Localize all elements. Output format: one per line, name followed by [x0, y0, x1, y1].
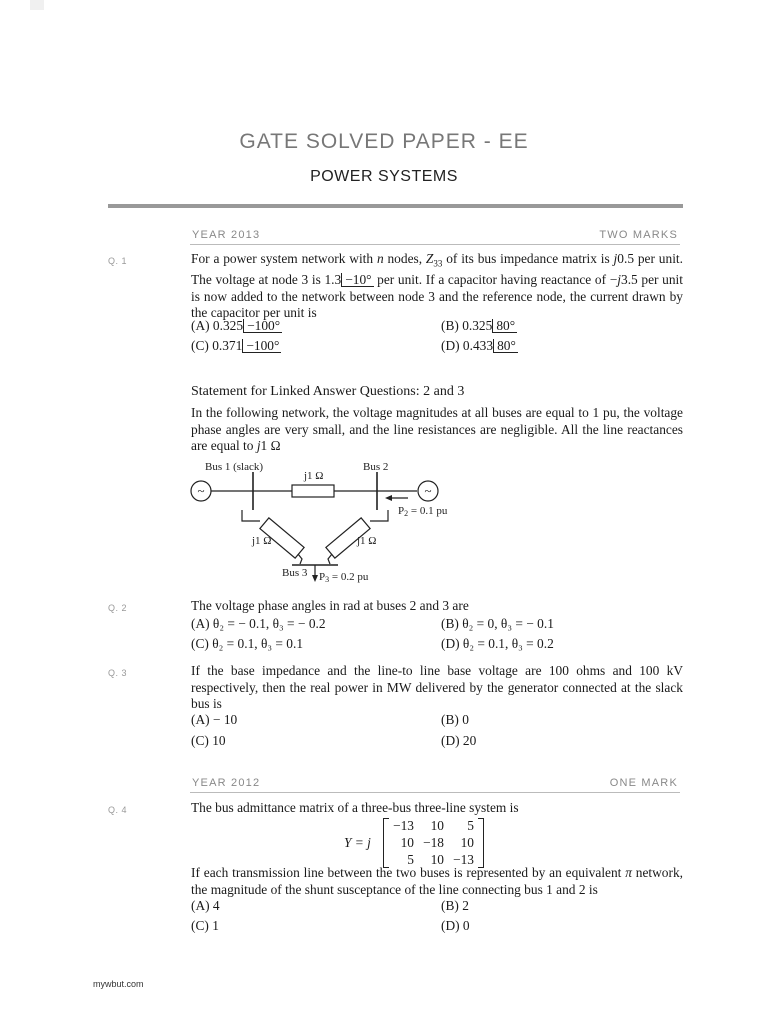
page-title: GATE SOLVED PAPER - EE: [239, 130, 529, 153]
network-diagram: [180, 458, 470, 588]
option-a[interactable]: (A) 0.325 −100°: [191, 318, 281, 333]
question-number-4: Q. 4: [108, 805, 128, 815]
bus-2-label: Bus 2: [363, 461, 389, 473]
line-12-impedance: [292, 485, 334, 497]
question-4-text: The bus admittance matrix of a three-bus three-line system is: [191, 800, 519, 815]
option-a[interactable]: (A) 4: [191, 898, 220, 913]
matrix-cell: 10: [430, 852, 444, 867]
question-4-continued: If each transmission line between the two buses is represented by an equivalent π network, the magnitude of the shunt susceptance of the line connecting bus 1 and 2 is: [191, 865, 684, 897]
section-marks: ONE MARK: [609, 777, 678, 789]
option-c[interactable]: (C) 0.371 −100°: [191, 338, 280, 353]
bus-3-label: Bus 3: [282, 567, 308, 579]
question-2-text: The voltage phase angles in rad at buses 2 and 3 are: [191, 598, 469, 613]
bus-1-label: Bus 1 (slack): [205, 461, 264, 473]
option-b[interactable]: (B) 0.325 80°: [441, 318, 516, 333]
question-number-3: Q. 3: [108, 668, 128, 678]
generator-2-symbol: ~: [424, 483, 432, 498]
linked-paragraph: In the following network, the voltage magnitudes at all buses are equal to 1 pu, the voltage phase angles are very small, and the line resistances are negligible. All the line reactances are equal to j1 Ω: [191, 405, 683, 453]
header-divider: [108, 204, 683, 208]
matrix-cell: 10: [460, 835, 474, 850]
option-b[interactable]: (B) 0: [441, 712, 469, 727]
generator-1-symbol: ~: [197, 483, 205, 498]
matrix-cell: 10: [400, 835, 414, 850]
option-c[interactable]: (C) 10: [191, 733, 226, 748]
matrix-cell: 10: [430, 818, 444, 833]
matrix-cell: 5: [467, 818, 474, 833]
question-number-1: Q. 1: [108, 256, 128, 266]
option-c[interactable]: (C) 1: [191, 918, 219, 933]
matrix-cell: −18: [423, 835, 444, 850]
option-c[interactable]: (C) θ₂ = 0.1, θ₃ = 0.1: [191, 636, 304, 651]
p2-label: P2 = 0.1 pu: [398, 505, 448, 518]
option-b[interactable]: (B) θ₂ = 0, θ₃ = − 0.1: [441, 616, 554, 631]
page-subtitle: POWER SYSTEMS: [310, 168, 458, 185]
option-d[interactable]: (D) θ₂ = 0.1, θ₃ = 0.2: [441, 636, 554, 651]
voltage-angle: −10°: [341, 273, 373, 287]
option-d[interactable]: (D) 0.433 80°: [441, 338, 516, 353]
section-bar-2013: [190, 229, 680, 245]
matrix-cell: −13: [453, 852, 474, 867]
section-year: YEAR 2012: [192, 777, 261, 789]
matrix-cell: −13: [393, 818, 414, 833]
question-number-2: Q. 2: [108, 603, 128, 613]
matrix-lhs: Y = j: [344, 835, 371, 850]
footer-watermark: mywbut.com: [93, 979, 144, 989]
option-a[interactable]: (A) θ₂ = − 0.1, θ₃ = − 0.2: [191, 616, 326, 631]
section-marks: TWO MARKS: [599, 229, 678, 241]
line-12-label: j1 Ω: [304, 470, 324, 482]
section-bar-2012: [190, 777, 680, 793]
option-b[interactable]: (B) 2: [441, 898, 469, 913]
option-d[interactable]: (D) 20: [441, 733, 477, 748]
p3-label: P3 = 0.2 pu: [319, 571, 369, 584]
section-year: YEAR 2013: [192, 229, 261, 241]
question-1-text: For a power system network with n nodes, $Z_{33}$ of its bus impedance matrix is j0.5 per unit. The voltage at node 3 is 1.3 −10° per unit. If a capacitor having reactance of −j3.5 per unit is now added to the network between node 3 and the reference node, the current drawn by the capacitor per unit is: [191, 251, 683, 321]
question-3-text: If the base impedance and the line-to line base voltage are 100 ohms and 100 kV respectively, then the real power in MW delivered by the generator connected at the slack bus is: [191, 663, 683, 711]
linked-heading: Statement for Linked Answer Questions: 2 and 3: [191, 384, 465, 399]
corner-mark: [30, 0, 44, 10]
line-23-label: j1 Ω: [357, 535, 377, 547]
option-d[interactable]: (D) 0: [441, 918, 470, 933]
option-a[interactable]: (A) − 10: [191, 712, 238, 727]
line-13-label: j1 Ω: [252, 535, 272, 547]
matrix-cell: 5: [407, 852, 414, 867]
